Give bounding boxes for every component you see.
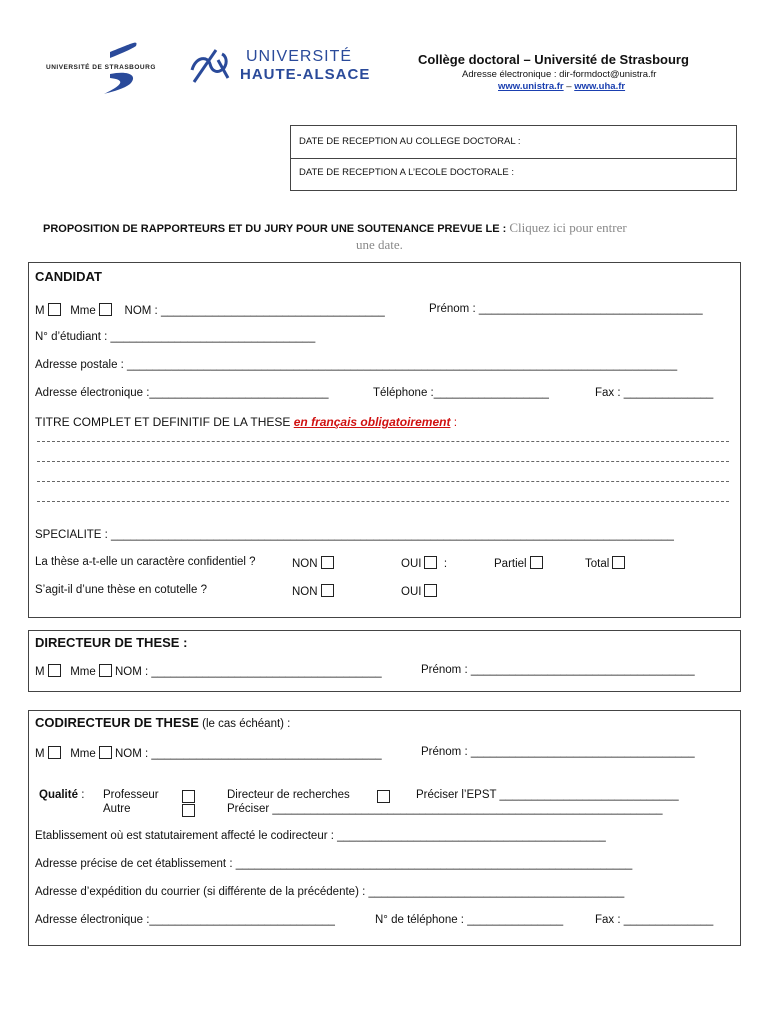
codir-fax-field[interactable]: Fax : ______________ [595, 914, 714, 926]
mme-label: Mme [70, 305, 96, 317]
specialite-field[interactable]: SPECIALITE : ________________________________________________________________________________________ [35, 529, 674, 541]
header-title: Collège doctoral – Université de Strasbourg [418, 52, 689, 67]
codir-prenom-field[interactable]: Prénom : ___________________________________ [421, 746, 695, 758]
date-picker-cont[interactable]: une date. [356, 237, 403, 252]
codir-civility [35, 746, 382, 760]
titre-line-4[interactable] [37, 501, 729, 502]
codirecteur-title: CODIRECTEUR DE THESE [35, 715, 199, 730]
preciser-field[interactable]: Préciser _____________________________________________________________ [227, 803, 663, 815]
non-label: NON [292, 558, 318, 570]
directeur-title: DIRECTEUR DE THESE : [35, 635, 188, 650]
header-links [498, 81, 625, 92]
directeur-civility [35, 664, 382, 678]
adresse-exp-field[interactable]: Adresse d’expédition du courrier (si différente de la précédente) : ________________________________________ [35, 886, 625, 898]
professeur-label: Professeur [103, 789, 159, 801]
candidat-title: CANDIDAT [35, 269, 102, 284]
dir-mme-checkbox[interactable] [99, 664, 112, 677]
uha-logo [188, 46, 388, 88]
titre-colon: : [453, 415, 458, 429]
cotutelle-oui [401, 584, 437, 598]
proposition-label: PROPOSITION DE RAPPORTEURS ET DU JURY POUR UNE SOUTENANCE PREVUE LE : [43, 223, 507, 235]
cotutelle-oui-checkbox[interactable] [424, 584, 437, 597]
cotutelle-question: S’agit-il d’une thèse en cotutelle ? [35, 584, 207, 596]
confidentiel-oui-checkbox[interactable] [424, 556, 437, 569]
confidentiel-non-checkbox[interactable] [321, 556, 334, 569]
titre-obligatoire: en français obligatoirement [293, 415, 451, 429]
dir-prenom-field[interactable]: Prénom : ___________________________________ [421, 664, 695, 676]
uha-logo-line2: HAUTE-ALSACE [240, 66, 371, 83]
unistra-logo-text: UNIVERSITÉ DE STRASBOURG [46, 64, 156, 71]
dir-m-checkbox[interactable] [48, 664, 61, 677]
titre-text: TITRE COMPLET ET DEFINITIF DE LA THESE [35, 415, 291, 429]
total-label: Total [585, 558, 610, 570]
partiel-checkbox[interactable] [530, 556, 543, 569]
confidentiel-oui [401, 556, 447, 570]
cotutelle-non-checkbox[interactable] [321, 584, 334, 597]
confidentiel-total [585, 556, 625, 570]
qualite-colon: : [81, 789, 85, 801]
total-checkbox[interactable] [612, 556, 625, 569]
codir-mme-checkbox[interactable] [99, 746, 112, 759]
codir-email-field[interactable]: Adresse électronique :_____________________________ [35, 914, 335, 926]
codirecteur-note: (le cas échéant) : [202, 718, 291, 730]
autre-option [103, 803, 131, 815]
cotutelle-non [292, 584, 334, 598]
reception-ecole: DATE DE RECEPTION A L’ECOLE DOCTORALE : [299, 167, 515, 178]
oui-colon: : [443, 558, 448, 570]
uha-link[interactable]: www.uha.fr [574, 81, 626, 92]
mme-checkbox[interactable] [99, 303, 112, 316]
titre-line-2[interactable] [37, 461, 729, 462]
reception-box [290, 125, 737, 191]
header-email: Adresse électronique : dir-formdoct@unistra.fr [462, 69, 657, 80]
professeur-option [103, 789, 159, 801]
unistra-link[interactable]: www.unistra.fr [498, 81, 564, 92]
dir-m-label: M [35, 666, 45, 678]
m-checkbox[interactable] [48, 303, 61, 316]
date-picker[interactable]: Cliquez ici pour entrer [509, 220, 627, 235]
preciser-epst-field[interactable]: Préciser l’EPST ____________________________ [416, 789, 679, 801]
fax-field[interactable]: Fax : ______________ [595, 387, 714, 399]
m-label: M [35, 305, 45, 317]
adresse-field[interactable]: Adresse postale : ______________________________________________________________________________________ [35, 359, 678, 371]
candidat-section [28, 262, 741, 618]
cotutelle-oui-label: OUI [401, 586, 422, 598]
codirecteur-title-row [35, 715, 290, 730]
nom-field[interactable]: NOM : ___________________________________ [124, 305, 385, 317]
codirecteur-section [28, 710, 741, 946]
codir-m-label: M [35, 748, 45, 760]
dir-mme-label: Mme [70, 666, 96, 678]
directeur-rech-label: Directeur de recherches [227, 789, 350, 801]
codir-nom-field[interactable]: NOM : ____________________________________ [114, 748, 382, 760]
reception-college: DATE DE RECEPTION AU COLLEGE DOCTORAL : [299, 136, 521, 147]
confidentiel-question: La thèse a-t-elle un caractère confidentiel ? [35, 556, 256, 568]
proposition-title [43, 220, 627, 236]
unistra-logo [40, 40, 180, 96]
professeur-checkbox[interactable] [182, 790, 195, 803]
autre-label: Autre [103, 803, 131, 815]
qualite-label [39, 789, 84, 801]
dir-nom-field[interactable]: NOM : ____________________________________ [114, 666, 382, 678]
titre-line-1[interactable] [37, 441, 729, 442]
qualite-text: Qualité [39, 789, 78, 801]
candidat-civility [35, 303, 385, 317]
etudiant-field[interactable]: N° d’étudiant : ________________________________ [35, 331, 316, 343]
cotutelle-non-label: NON [292, 586, 318, 598]
titre-label [35, 415, 457, 429]
adresse-etab-field[interactable]: Adresse précise de cet établissement : ______________________________________________________________ [35, 858, 633, 870]
uha-logo-line1: UNIVERSITÉ [246, 48, 353, 65]
codir-mme-label: Mme [70, 748, 96, 760]
tel-field[interactable]: Téléphone :__________________ [373, 387, 549, 399]
oui-label: OUI [401, 558, 422, 570]
email-field[interactable]: Adresse électronique :____________________________ [35, 387, 329, 399]
codir-m-checkbox[interactable] [48, 746, 61, 759]
partiel-label: Partiel [494, 558, 527, 570]
autre-checkbox[interactable] [182, 804, 195, 817]
prenom-field[interactable]: Prénom : ___________________________________ [429, 303, 703, 315]
confidentiel-partiel [494, 556, 543, 570]
titre-line-3[interactable] [37, 481, 729, 482]
codir-tel-field[interactable]: N° de téléphone : _______________ [375, 914, 564, 926]
directeur-section [28, 630, 741, 692]
etablissement-field[interactable]: Etablissement où est statutairement affecté le codirecteur : __________________________________________ [35, 830, 606, 842]
directeur-rech-checkbox[interactable] [377, 790, 390, 803]
link-separator: – [566, 81, 572, 92]
confidentiel-non [292, 556, 334, 570]
